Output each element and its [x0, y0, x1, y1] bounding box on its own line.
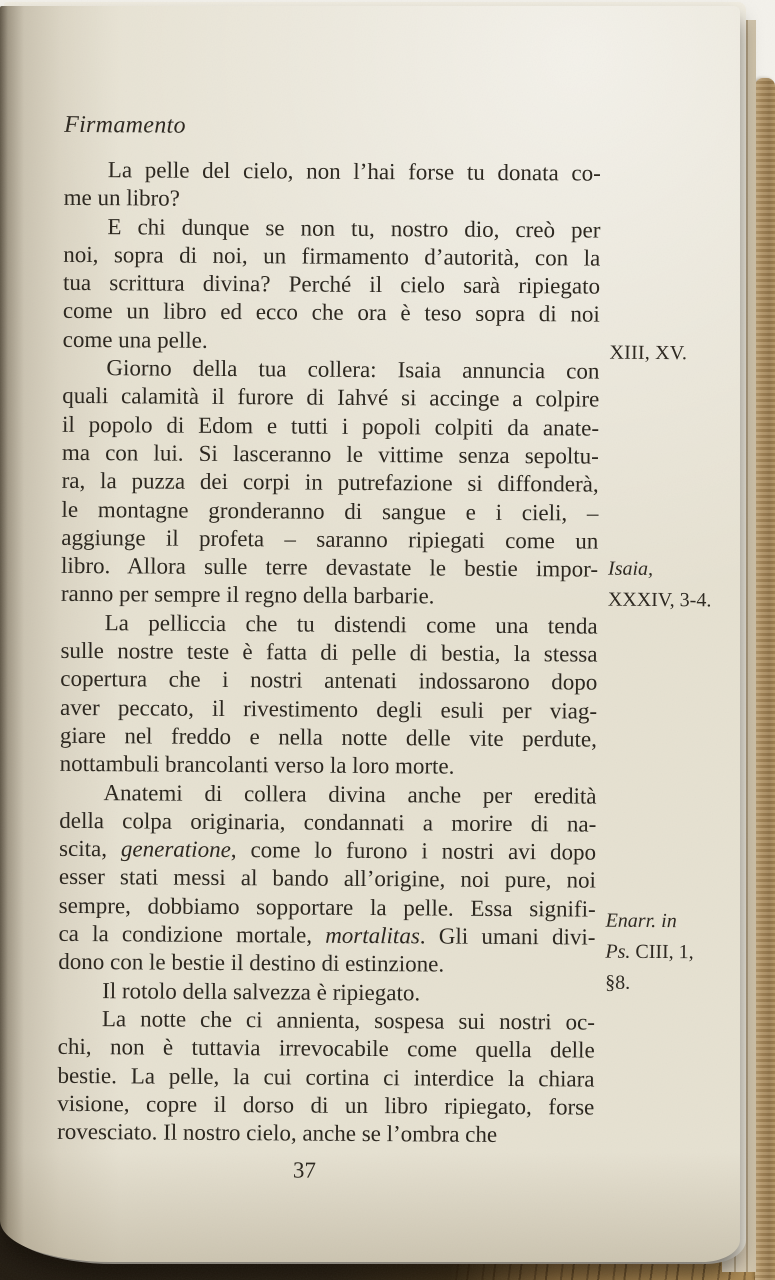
text-line: aver peccato, il rivestimento degli esuli per viag- — [60, 694, 598, 724]
text-line: chi, non è tuttavia irrevocabile come quella delle — [57, 1034, 595, 1063]
text-line: esser stati messi al bando all’origine, noi pure, noi — [58, 864, 596, 894]
margin-note-citation — [605, 906, 746, 1000]
text-line: come un libro ed ecco che ora è teso sopra di noi — [62, 298, 600, 328]
text-line: ca la condizione mortale, mortalitas. Gli umani divi- — [58, 920, 596, 950]
text-line: visione, copre il dorso di un libro ripiegato, forse — [57, 1090, 595, 1120]
text-line: ma con lui. Si lasceranno le vittime senza sepoltu- — [61, 439, 599, 469]
text-line: le montagne gronderanno di sangue e i cieli, – — [61, 496, 599, 526]
page-number: 37 — [292, 1157, 316, 1183]
text-line: Giorno della tua collera: Isaia annuncia con — [106, 355, 600, 384]
text-line: nottambuli brancolanti verso la loro morte. — [59, 751, 455, 779]
text-line: tua scrittura divina? Perché il cielo sarà ripiegato — [62, 270, 601, 299]
text-line: sempre, dobbiamo sopportare la pelle. Essa signifi- — [58, 892, 596, 922]
text-line: aggiunge il profeta – saranno ripiegati come un — [61, 524, 599, 554]
margin-notes — [0, 3, 740, 1264]
text-line: rovesciato. Il nostro cielo, anche se l’ombra che — [57, 1118, 498, 1148]
text-line: copertura che i nostri antenati indossarono dopo — [60, 666, 598, 695]
text-line: libro. Allora sulle terre devastate le bestie impor- — [60, 553, 599, 582]
text-line: noi, sopra di noi, un firmamento d’autorità, con la — [63, 241, 601, 271]
margin-note-citation — [609, 338, 749, 370]
text-line: Anatemi di collera divina anche per eredità — [103, 779, 597, 809]
page-content — [0, 3, 740, 1264]
book-page — [0, 6, 740, 1262]
book-cover-edge — [755, 78, 775, 1280]
margin-note-line: Isaia, — [608, 557, 654, 580]
margin-note-line: XXXIV, 3-4. — [607, 588, 712, 612]
text-line: come una pelle. — [62, 326, 208, 353]
text-line: dono con le bestie il destino di estinzione. — [58, 949, 445, 977]
margin-note-citation — [608, 554, 748, 617]
margin-note-line: XIII, XV. — [609, 341, 688, 365]
text-line: Il rotolo della salvezza è ripiegato. — [102, 977, 421, 1005]
text-line: me un libro? — [63, 185, 180, 211]
text-line: il popolo di Edom e tutti i popoli colpiti da anate- — [61, 411, 600, 441]
text-line: ranno per sempre il regno della barbarie. — [60, 581, 435, 609]
margin-note-line: §8. — [605, 971, 631, 994]
margin-note-line: Enarr. in — [605, 909, 677, 933]
text-line: giare nel freddo e nella notte delle vite perdute, — [59, 722, 597, 752]
text-line: scita, generatione, come lo furono i nostri avi dopo — [59, 835, 597, 865]
running-header: Firmamento — [64, 111, 186, 139]
text-line: bestie. La pelle, la cui cortina ci interdice la chiara — [57, 1062, 595, 1092]
text-line: La pelle del cielo, non l’hai forse tu donata co- — [107, 157, 601, 186]
text-line: La pelliccia che tu distendi come una tenda — [104, 609, 598, 639]
text-line: E chi dunque se non tu, nostro dio, creò per — [107, 213, 601, 243]
text-line: ra, la puzza dei corpi in putrefazione si diffonderà, — [61, 468, 599, 497]
text-line: sulle nostre teste è fatta di pelle di bestia, la stessa — [60, 637, 598, 667]
margin-note-line: Ps. CIII, 1, — [605, 940, 694, 964]
text-line: della colpa originaria, condannati a morire di na- — [59, 807, 597, 837]
text-line: La notte che ci annienta, sospesa sui nostri oc- — [101, 1006, 595, 1035]
text-line: quali calamità il furore di Iahvé si accinge a colpire — [62, 383, 600, 412]
